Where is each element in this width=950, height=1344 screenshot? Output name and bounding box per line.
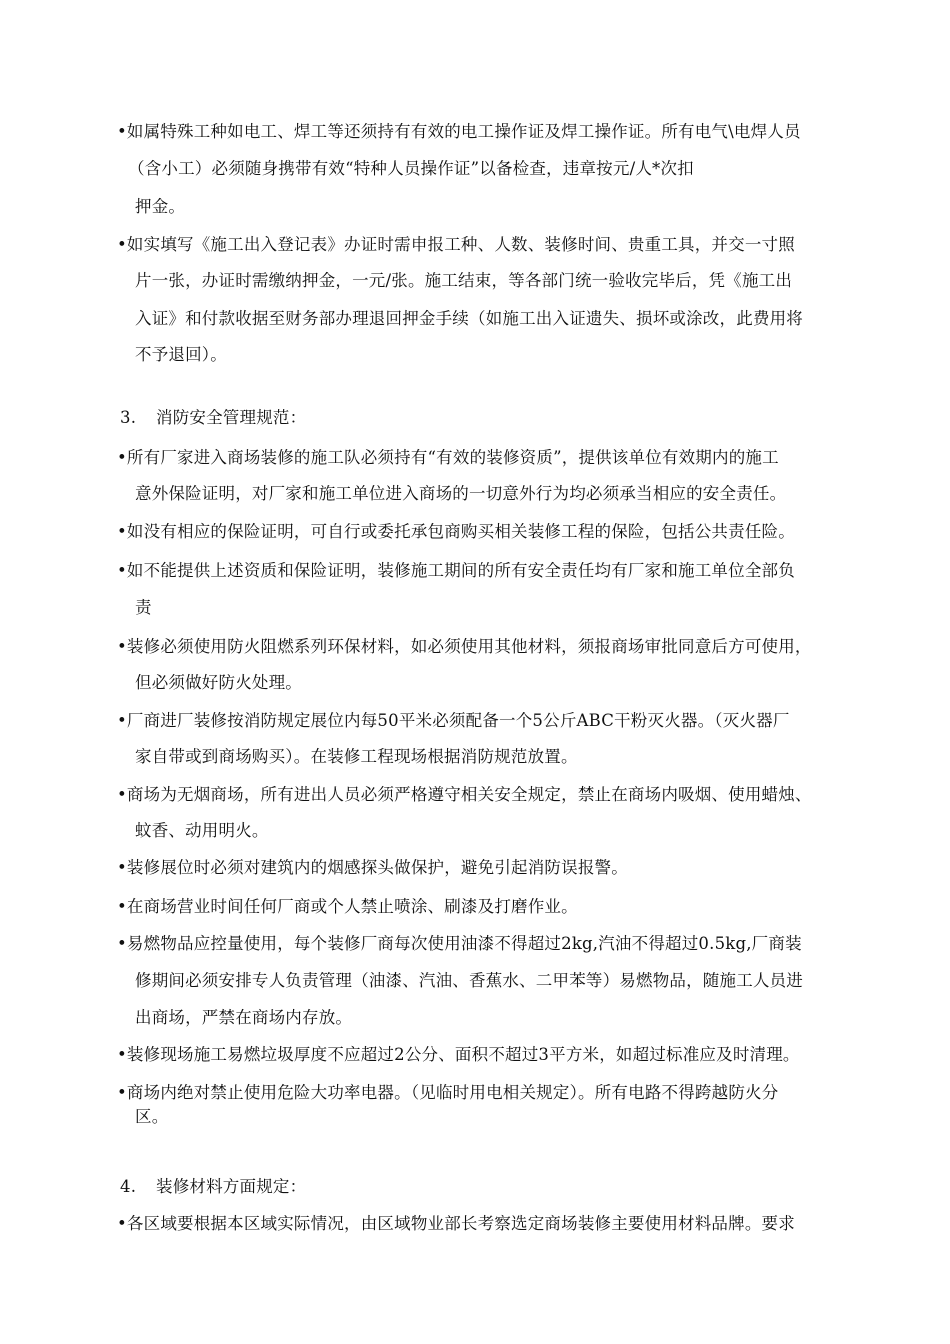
- bullet-line: •商场为无烟商场，所有进出人员必须严格遵守相关安全规定，禁止在商场内吸烟、使用蜡烛、: [117, 785, 812, 804]
- bullet-line: •装修展位时必须对建筑内的烟感探头做保护，避免引起消防误报警。: [117, 858, 628, 877]
- text-line: 不予退回）。: [135, 345, 227, 364]
- bullet-line: •装修现场施工易燃垃圾厚度不应超过2公分、面积不超过3平方米，如超过标准应及时清理。: [117, 1045, 800, 1064]
- bullet-line: •如实填写《施工出入登记表》办证时需申报工种、人数、装修时间、贵重工具，并交一寸照: [117, 235, 795, 254]
- text-line: 意外保险证明，对厂家和施工单位进入商场的一切意外行为均必须承当相应的安全责任。: [135, 484, 787, 503]
- text-line: 修期间必须安排专人负责管理（油漆、汽油、香蕉水、二甲苯等）易燃物品，随施工人员进: [135, 971, 803, 990]
- bullet-line: •所有厂家进入商场装修的施工队必须持有“有效的装修资质”，提供该单位有效期内的施工: [117, 448, 779, 467]
- bullet-line: •如不能提供上述资质和保险证明，装修施工期间的所有安全责任均有厂家和施工单位全部负: [117, 561, 795, 580]
- section-number: 3.: [120, 408, 137, 427]
- text-line: 责: [135, 598, 152, 617]
- text-line: 区。: [135, 1107, 169, 1126]
- bullet-line: •各区域要根据本区域实际情况，由区域物业部长考察选定商场装修主要使用材料品牌。要求: [117, 1214, 795, 1233]
- text-line: 片一张，办证时需缴纳押金，一元/张。施工结束，等各部门统一验收完毕后，凭《施工出: [135, 271, 793, 290]
- text-line: 家自带或到商场购买）。在装修工程现场根据消防规范放置。: [135, 747, 578, 766]
- bullet-line: •装修必须使用防火阻燃系列环保材料，如必须使用其他材料，须报商场审批同意后方可使用，: [117, 637, 812, 656]
- text-line: 但必须做好防火处理。: [135, 673, 302, 692]
- text-line: 入证》和付款收据至财务部办理退回押金手续（如施工出入证遗失、损坏或涂改，此费用将: [135, 309, 803, 328]
- section-number: 4.: [120, 1177, 137, 1196]
- bullet-line: •如没有相应的保险证明，可自行或委托承包商购买相关装修工程的保险，包括公共责任险。: [117, 522, 795, 541]
- text-line: 押金。: [135, 197, 186, 216]
- text-line: 出商场，严禁在商场内存放。: [135, 1008, 353, 1027]
- section-heading: [120, 407, 306, 429]
- bullet-line: •厂商进厂装修按消防规定展位内每50平米必须配备一个5公斤ABC干粉灭火器。（灭火器厂: [117, 711, 790, 730]
- bullet-line: •在商场营业时间任何厂商或个人禁止喷涂、刷漆及打磨作业。: [117, 897, 578, 916]
- text-line: 蚊香、动用明火。: [135, 821, 269, 840]
- bullet-line: •易燃物品应控量使用，每个装修厂商每次使用油漆不得超过2kg,汽油不得超过0.5kg,厂商装: [117, 934, 802, 953]
- section-title: 装修材料方面规定：: [156, 1177, 307, 1196]
- bullet-line: •如属特殊工种如电工、焊工等还须持有有效的电工操作证及焊工操作证。所有电气\电焊人员: [117, 122, 801, 141]
- section-heading: [120, 1176, 306, 1198]
- section-title: 消防安全管理规范：: [156, 408, 307, 427]
- text-line: （含小工）必须随身携带有效“特种人员操作证”以备检查，违章按元/人*次扣: [128, 159, 694, 178]
- bullet-line: •商场内绝对禁止使用危险大功率电器。（见临时用电相关规定）。所有电路不得跨越防火分: [117, 1083, 779, 1102]
